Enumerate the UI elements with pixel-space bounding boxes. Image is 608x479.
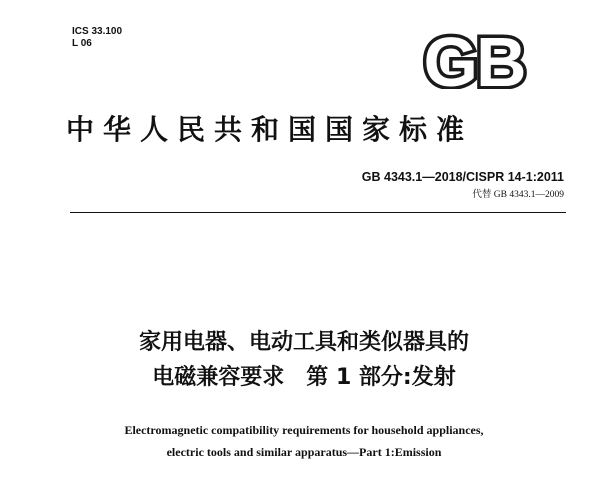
standard-number: GB 4343.1—2018/CISPR 14-1:2011 <box>361 170 564 184</box>
national-standard-title: 中华人民共和国国家标准 <box>66 113 474 146</box>
english-title-line2: electric tools and similar apparatus—Part 1:Emission <box>166 445 442 459</box>
replaces-standard: 代替 GB 4343.1—2009 <box>472 190 564 200</box>
gb-logo <box>412 31 536 89</box>
chinese-title-line1: 家用电器、电动工具和类似器具的 <box>138 330 469 355</box>
ccs-code: L 06 <box>72 38 92 49</box>
header-rule <box>70 212 566 213</box>
chinese-title-line2: 电磁兼容要求 第 1 部分:发射 <box>152 365 456 390</box>
ics-code: ICS 33.100 <box>72 26 123 37</box>
gb-logo-text: GB <box>423 31 525 89</box>
english-title-line1: Electromagnetic compatibility requirements for household appliances, <box>124 423 484 437</box>
